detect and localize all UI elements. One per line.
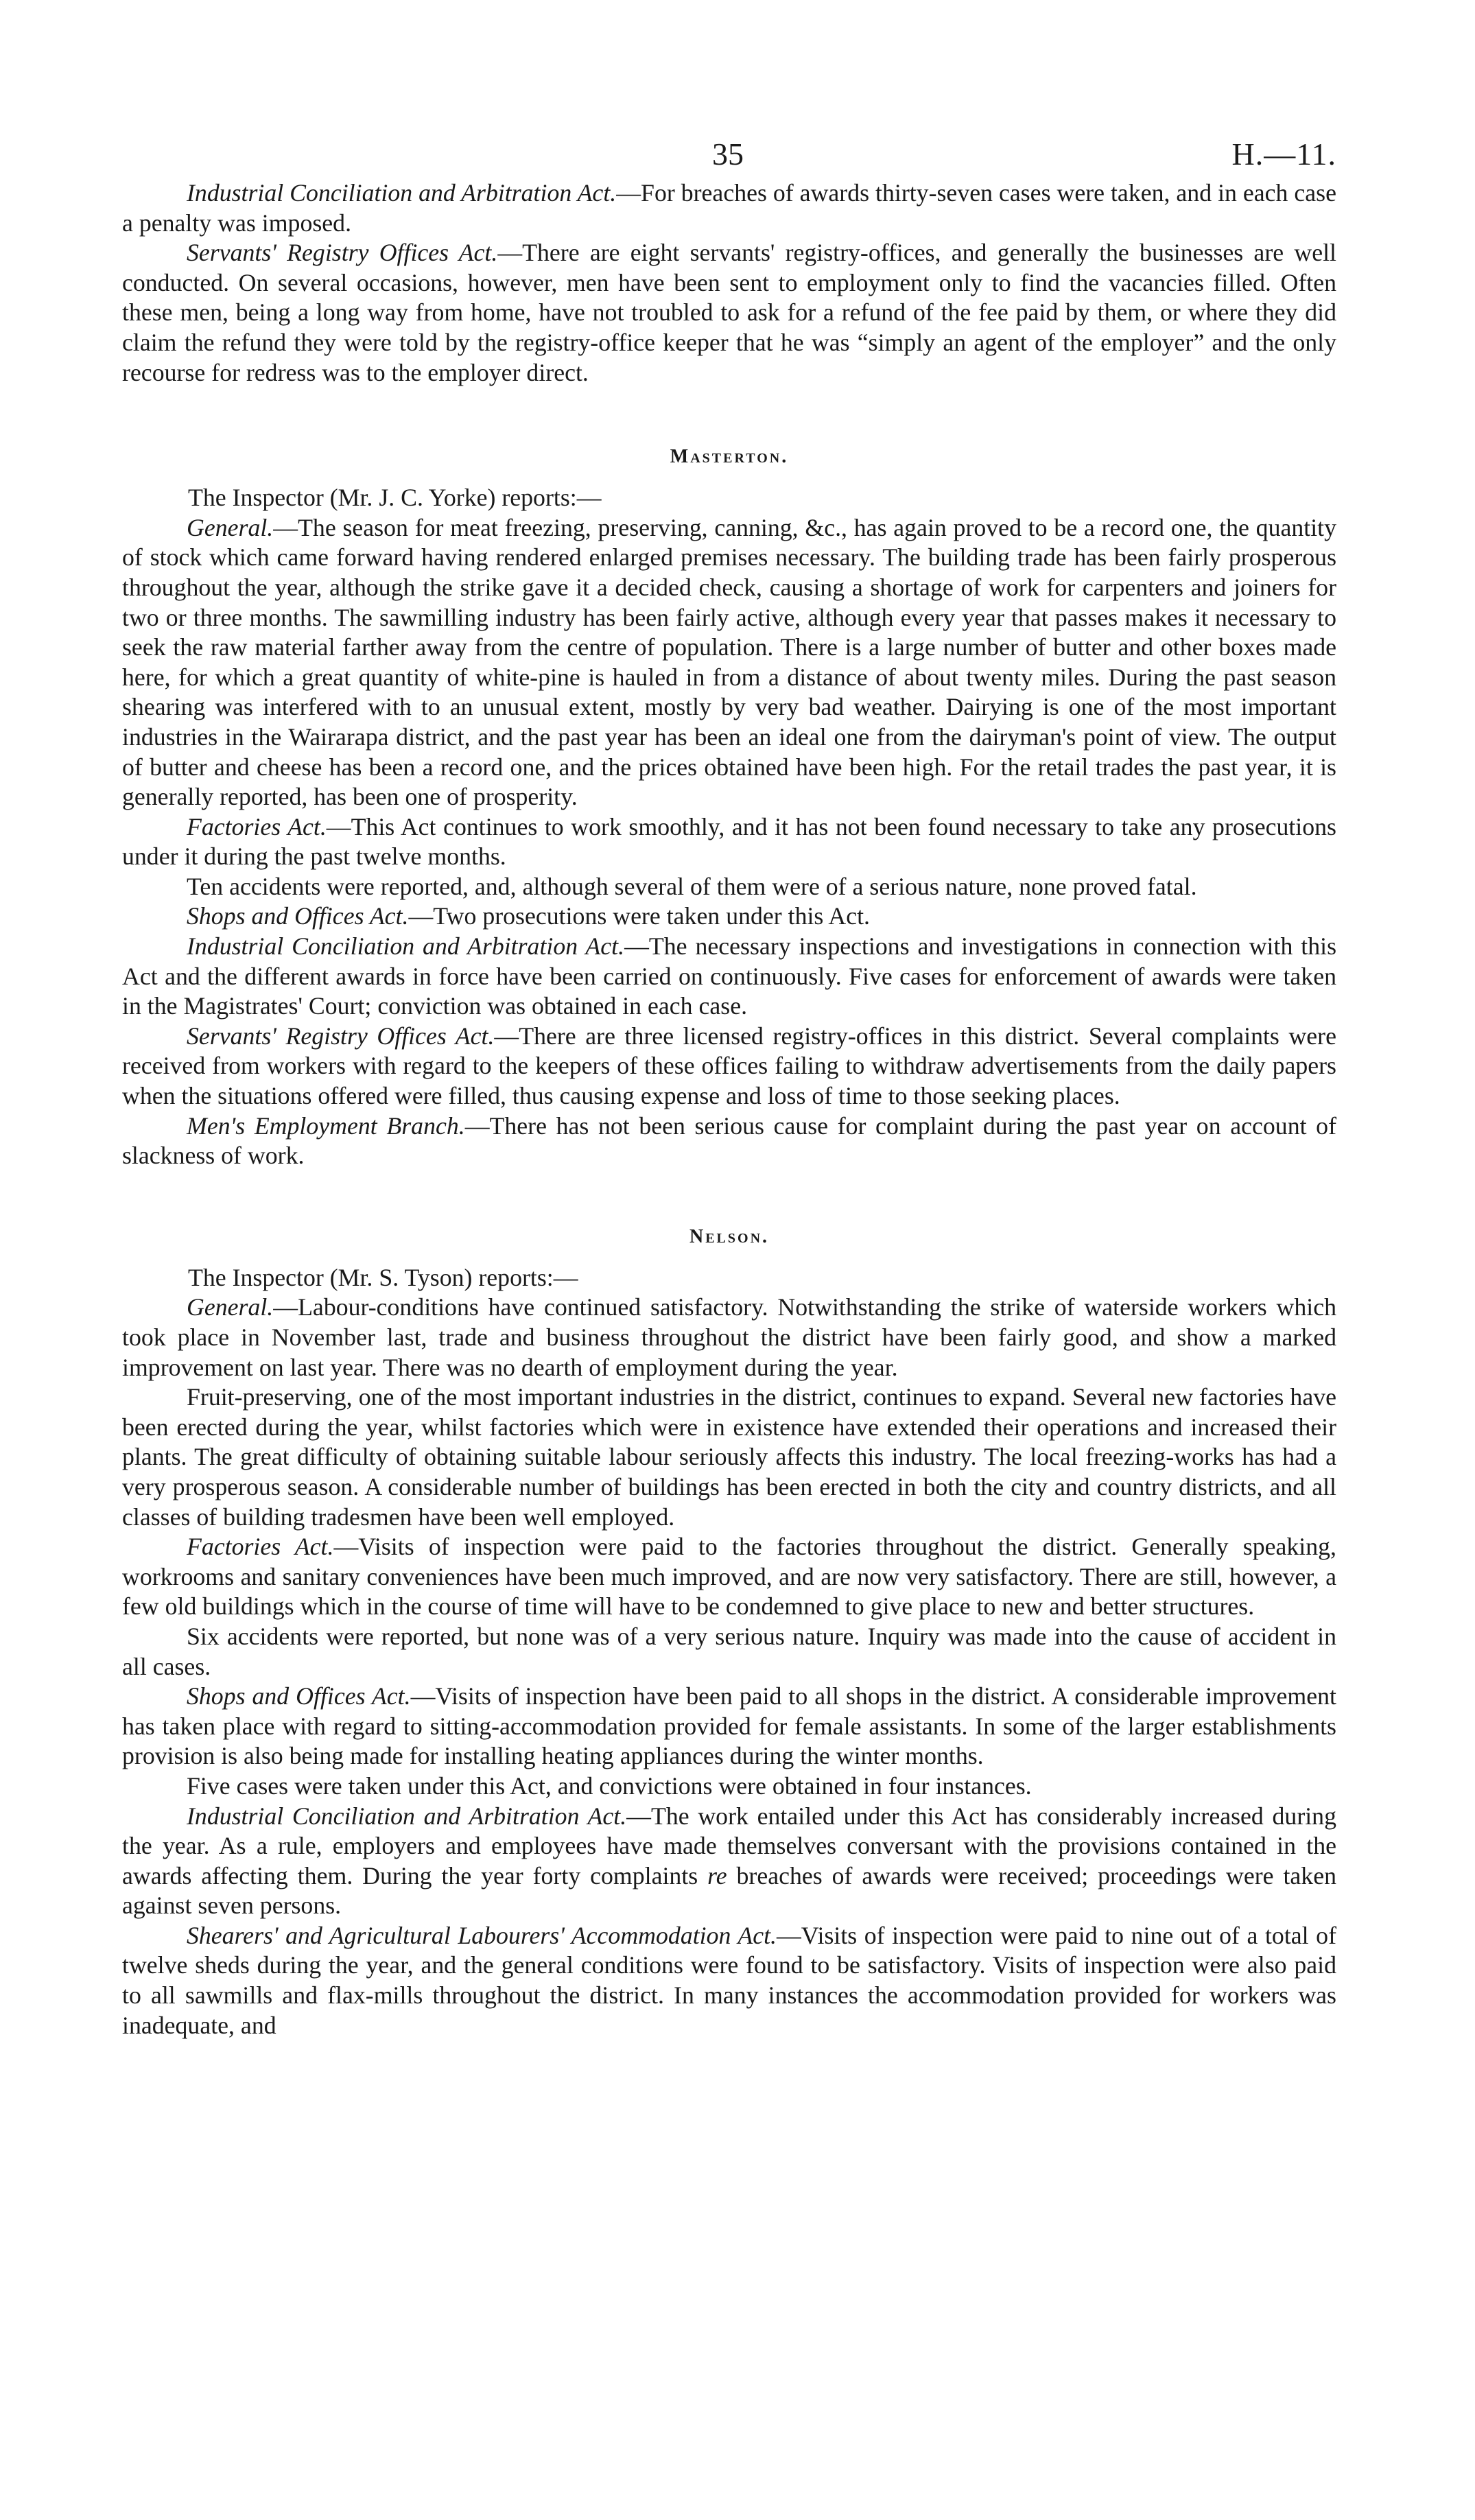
act-title: Men's Employment Branch. [187, 1111, 465, 1140]
paragraph-text: —There are eight servants' registry-offices, and generally the businesses are well conducted. On several occasions, however, men have been sent to employment only to find the vacancies filled. Often these men, being a long way from home, have not troubled to ask for a refund of the fee paid by them, or where they did claim the refund they were told by the registry-office keeper that he was “simply an agent of the employer” and the only recourse for redress was to the employer direct. [122, 239, 1336, 386]
paragraph-text: —The necessary inspections and investigations in connection with this Act and the different awards in force have been carried on continuously. Five cases for enforcement of awards were taken in the Magistrates' Court; conviction was obtained in each case. [122, 932, 1336, 1020]
act-title: Factories Act. [187, 1533, 334, 1561]
act-title: Industrial Conciliation and Arbitration Act. [187, 932, 625, 961]
act-title: General. [187, 513, 274, 541]
act-title: Factories Act. [187, 812, 327, 840]
inspector-intro: The Inspector (Mr. S. Tyson) reports:— [188, 1263, 578, 1291]
document-reference: H.—11. [1231, 137, 1336, 172]
paragraph-text: —This Act continues to work smoothly, and it has not been found necessary to take any prosecutions under it during the past twelve months. [122, 812, 1336, 871]
paragraph-arbitration [122, 1802, 1336, 1921]
paragraph-accidents: Ten accidents were reported, and, although several of them were of a serious nature, none proved fatal. [187, 872, 1197, 900]
act-title: Industrial Conciliation and Arbitration Act. [187, 1802, 627, 1830]
paragraph-text: —For breaches of awards thirty-seven cases were taken, and in each case a penalty was imposed. [122, 179, 1337, 237]
inspector-intro: The Inspector (Mr. J. C. Yorke) reports:— [188, 484, 602, 512]
paragraph-general [122, 513, 1336, 812]
paragraph-shearers [122, 1921, 1336, 2040]
paragraph-factories [122, 812, 1336, 872]
paragraph-text: breaches of awards were received; proceedings were taken against seven persons. [122, 1861, 1336, 1920]
act-title: Shops and Offices Act. [187, 902, 409, 930]
paragraph-text: —Visits of inspection were paid to the factories throughout the district. Generally speaking, workrooms and sanitary conveniences have been much improved, and are now very satisfactory. There are still, however, a few old buildings which in the course of time will have to be condemned to give place to new and better structures. [122, 1533, 1336, 1621]
paragraph-shops [122, 1682, 1336, 1771]
act-title: Industrial Conciliation and Arbitration Act. [187, 179, 617, 207]
paragraph-registry-prev [122, 238, 1336, 388]
latin-term: re [707, 1861, 727, 1889]
paragraph-text: —Visits of inspection were paid to nine out of a total of twelve sheds during the year, and the general conditions were found to be satisfactory. Visits of inspection were also paid to all sawmills and flax-mills throughout the district. In many instances the accommodation provided for workers was inadequate, and [122, 1921, 1336, 2039]
act-title: Shearers' and Agricultural Labourers' Accommodation Act. [187, 1921, 777, 1949]
act-title: General. [187, 1293, 274, 1321]
paragraph-text: —Labour-conditions have continued satisfactory. Notwithstanding the strike of waterside workers which took place in November last, trade and business throughout the district have been fairly good, and show a marked improvement on last year. There was no dearth of employment during the year. [122, 1293, 1336, 1381]
paragraph-text: —Two prosecutions were taken under this Act. [408, 902, 870, 930]
page-header [122, 123, 1336, 178]
paragraph-text: —There are three licensed registry-offices in this district. Several complaints were received from workers with regard to the keepers of these offices failing to withdraw advertisements from the daily papers when the situations offered were filled, thus causing expense and loss of time to those seeking places. [122, 1022, 1336, 1110]
paragraph-text: —Visits of inspection have been paid to all shops in the district. A considerable improvement has taken place with regard to sitting-accommodation provided for female assistants. In some of the larger establishments provision is also being made for installing heating appliances during the winter months. [122, 1682, 1336, 1770]
paragraph-general [122, 1293, 1336, 1382]
section-heading-nelson: Nelson. [689, 1225, 770, 1247]
paragraph-accidents: Six accidents were reported, but none was of a very serious nature. Inquiry was made into the cause of accident in all cases. [122, 1622, 1336, 1680]
document-page [122, 123, 1336, 2040]
paragraph-fruit-preserving: Fruit-preserving, one of the most important industries in the district, continues to expand. Several new factories have been erected during the year, whilst factories which were in existence have extended their operations and increased their plants. The great difficulty of obtaining suitable labour seriously affects this industry. The local freezing-works has had a very prosperous season. A considerable number of buildings has been erected in both the city and country districts, and all classes of building tradesmen have been well employed. [122, 1383, 1336, 1531]
act-title: Servants' Registry Offices Act. [187, 239, 498, 267]
page-number: 35 [712, 137, 744, 172]
paragraph-text: —The work entailed under this Act has considerably increased during the year. As a rule, employers and employees have made themselves conversant with the provisions contained in the awards affecting them. During the year forty complaints [122, 1802, 1336, 1889]
paragraph-text: —The season for meat freezing, preserving, canning, &c., has again proved to be a record one, the quantity of stock which came forward having rendered enlarged premises necessary. The building trade has been fairly prosperous throughout the year, although the strike gave it a decided check, causing a shortage of work for carpenters and joiners for two or three months. The sawmilling industry has been fairly active, although every year that passes makes it necessary to seek the raw material farther away from the centre of population. There is a large number of butter and other boxes made here, for which a great quantity of white-pine is hauled in from a distance of about twenty miles. During the past season shearing was interfered with to an unusual extent, mostly by very bad weather. Dairying is one of the most important industries in the Wairarapa district, and the past year has been an ideal one from the dairyman's point of view. The output of butter and cheese has been a record one, and the prices obtained have been high. For the retail trades the past year, it is generally reported, has been one of prosperity. [122, 513, 1336, 811]
paragraph-factories [122, 1532, 1336, 1622]
paragraph-registry [122, 1022, 1336, 1111]
paragraph-arbitration-prev [122, 178, 1336, 238]
paragraph-text: —There has not been serious cause for complaint during the past year on account of slackness of work. [122, 1111, 1336, 1170]
paragraph-shops [122, 902, 1336, 932]
act-title: Shops and Offices Act. [187, 1682, 411, 1710]
paragraph-shops-cases: Five cases were taken under this Act, and convictions were obtained in four instances. [187, 1771, 1032, 1800]
act-title: Servants' Registry Offices Act. [187, 1022, 495, 1050]
paragraph-arbitration [122, 932, 1336, 1022]
paragraph-employment [122, 1111, 1336, 1171]
section-heading-masterton: Masterton. [670, 446, 789, 468]
